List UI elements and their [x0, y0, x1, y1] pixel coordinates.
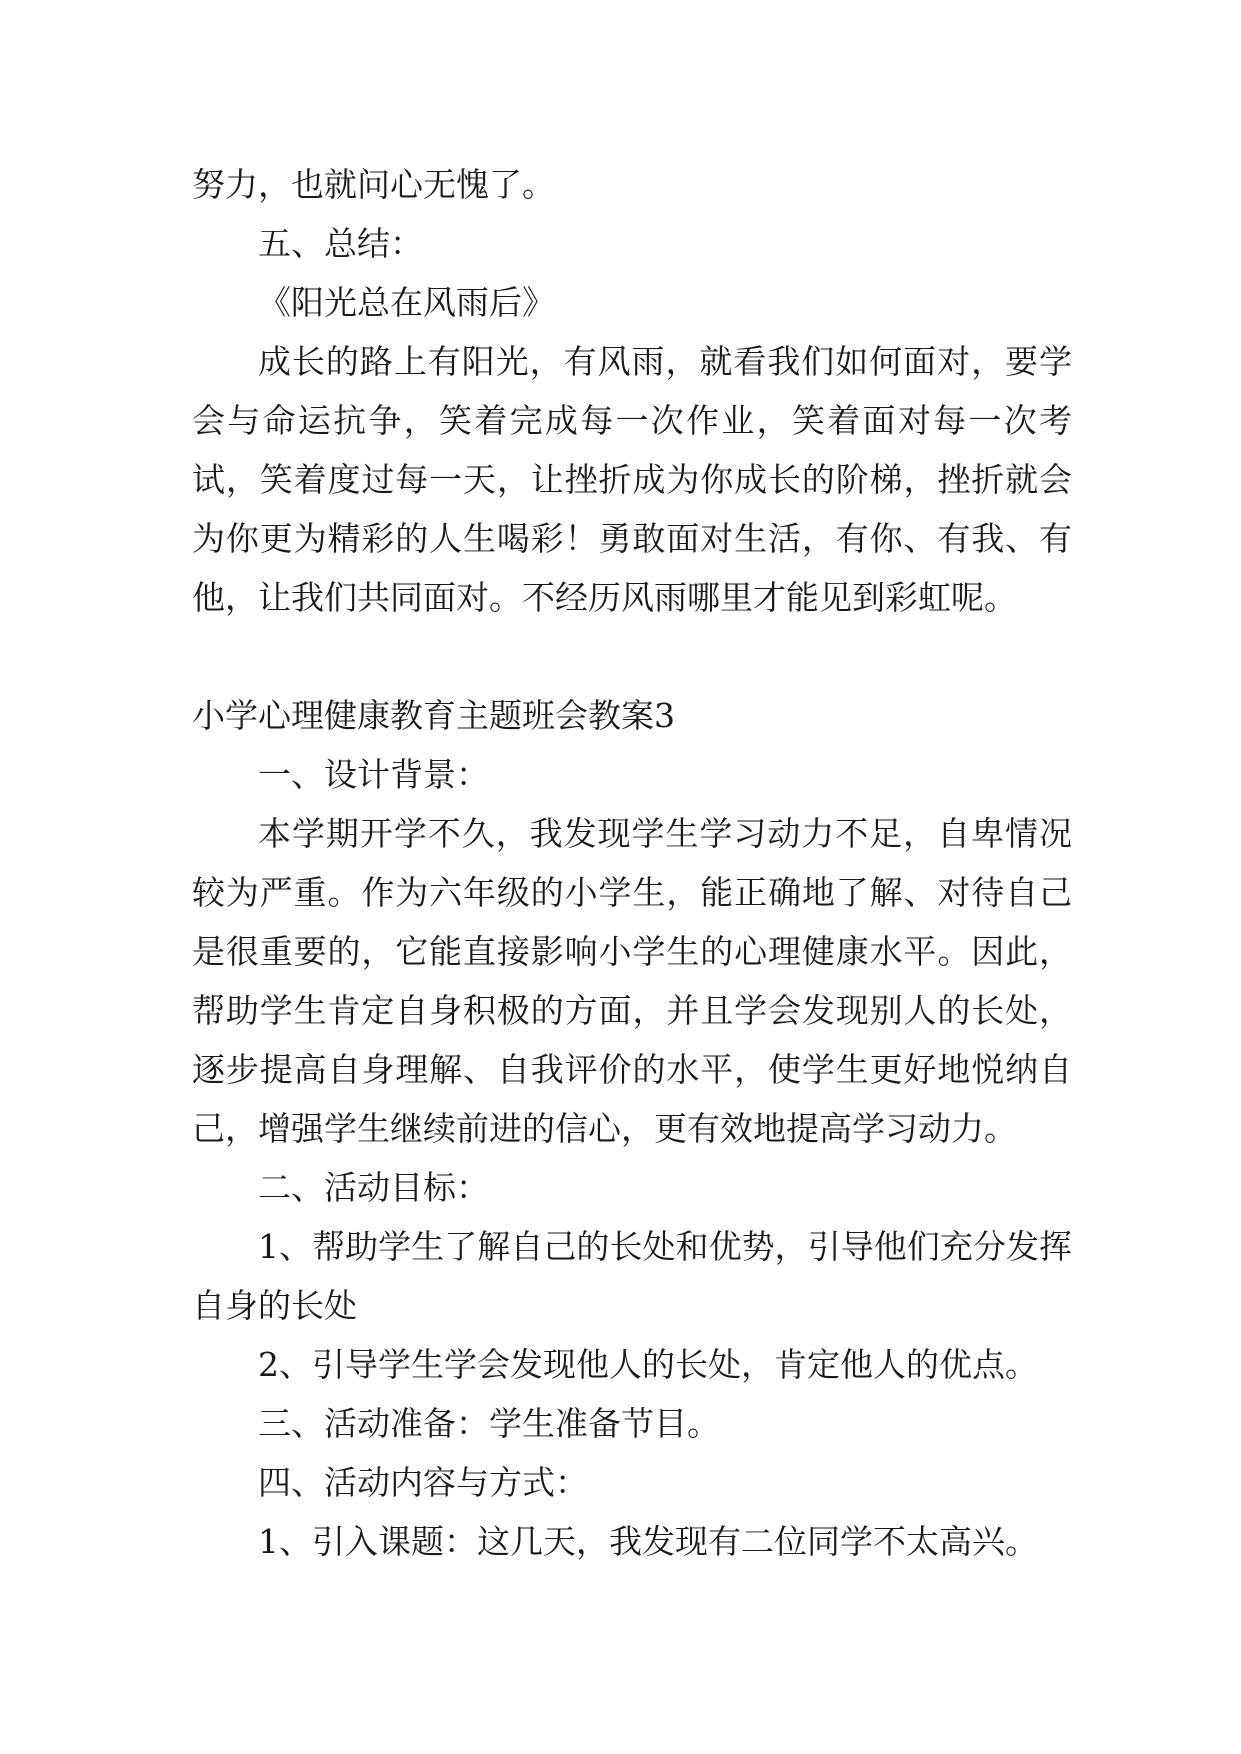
paragraph-continuation: 努力，也就问心无愧了。: [192, 165, 555, 204]
heading-activity-goals: 二、活动目标：: [258, 1168, 489, 1207]
content-item-1: 1、引入课题：这几天，我发现有二位同学不太高兴。: [258, 1522, 1038, 1561]
paragraph-background: 本学期开学不久，我发现学生学习动力不足，自卑情况较为严重。作为六年级的小学生，能正确地了解、对待自己是很重要的，它能直接影响小学生的心理健康水平。因此，帮助学生肯定自身积极的方面，并且学会发现别人的长处，逐步提高自身理解、自我评价的水平，使学生更好地悦纳自己，增强学生继续前进的信心，更有效地提高学习动力。: [192, 814, 1072, 1148]
heading-activity-content: 四、活动内容与方式：: [258, 1463, 588, 1502]
section-gap: [192, 627, 1072, 686]
heading-design-background: 一、设计背景：: [258, 755, 489, 794]
poem-title: 《阳光总在风雨后》: [258, 283, 555, 322]
document-page: [192, 155, 1072, 1571]
goal-item-2: 2、引导学生学会发现他人的长处，肯定他人的优点。: [258, 1345, 1038, 1384]
heading-summary: 五、总结：: [258, 224, 423, 263]
section-title: 小学心理健康教育主题班会教案3: [192, 696, 675, 735]
heading-activity-preparation: 三、活动准备：学生准备节目。: [258, 1404, 720, 1443]
goal-item-1: 1、帮助学生了解自己的长处和优势，引导他们充分发挥自身的长处: [192, 1227, 1072, 1325]
paragraph-growth: 成长的路上有阳光，有风雨，就看我们如何面对，要学会与命运抗争，笑着完成每一次作业，笑着面对每一次考试，笑着度过每一天，让挫折成为你成长的阶梯，挫折就会为你更为精彩的人生喝彩！勇敢面对生活，有你、有我、有他，让我们共同面对。不经历风雨哪里才能见到彩虹呢。: [192, 342, 1072, 617]
